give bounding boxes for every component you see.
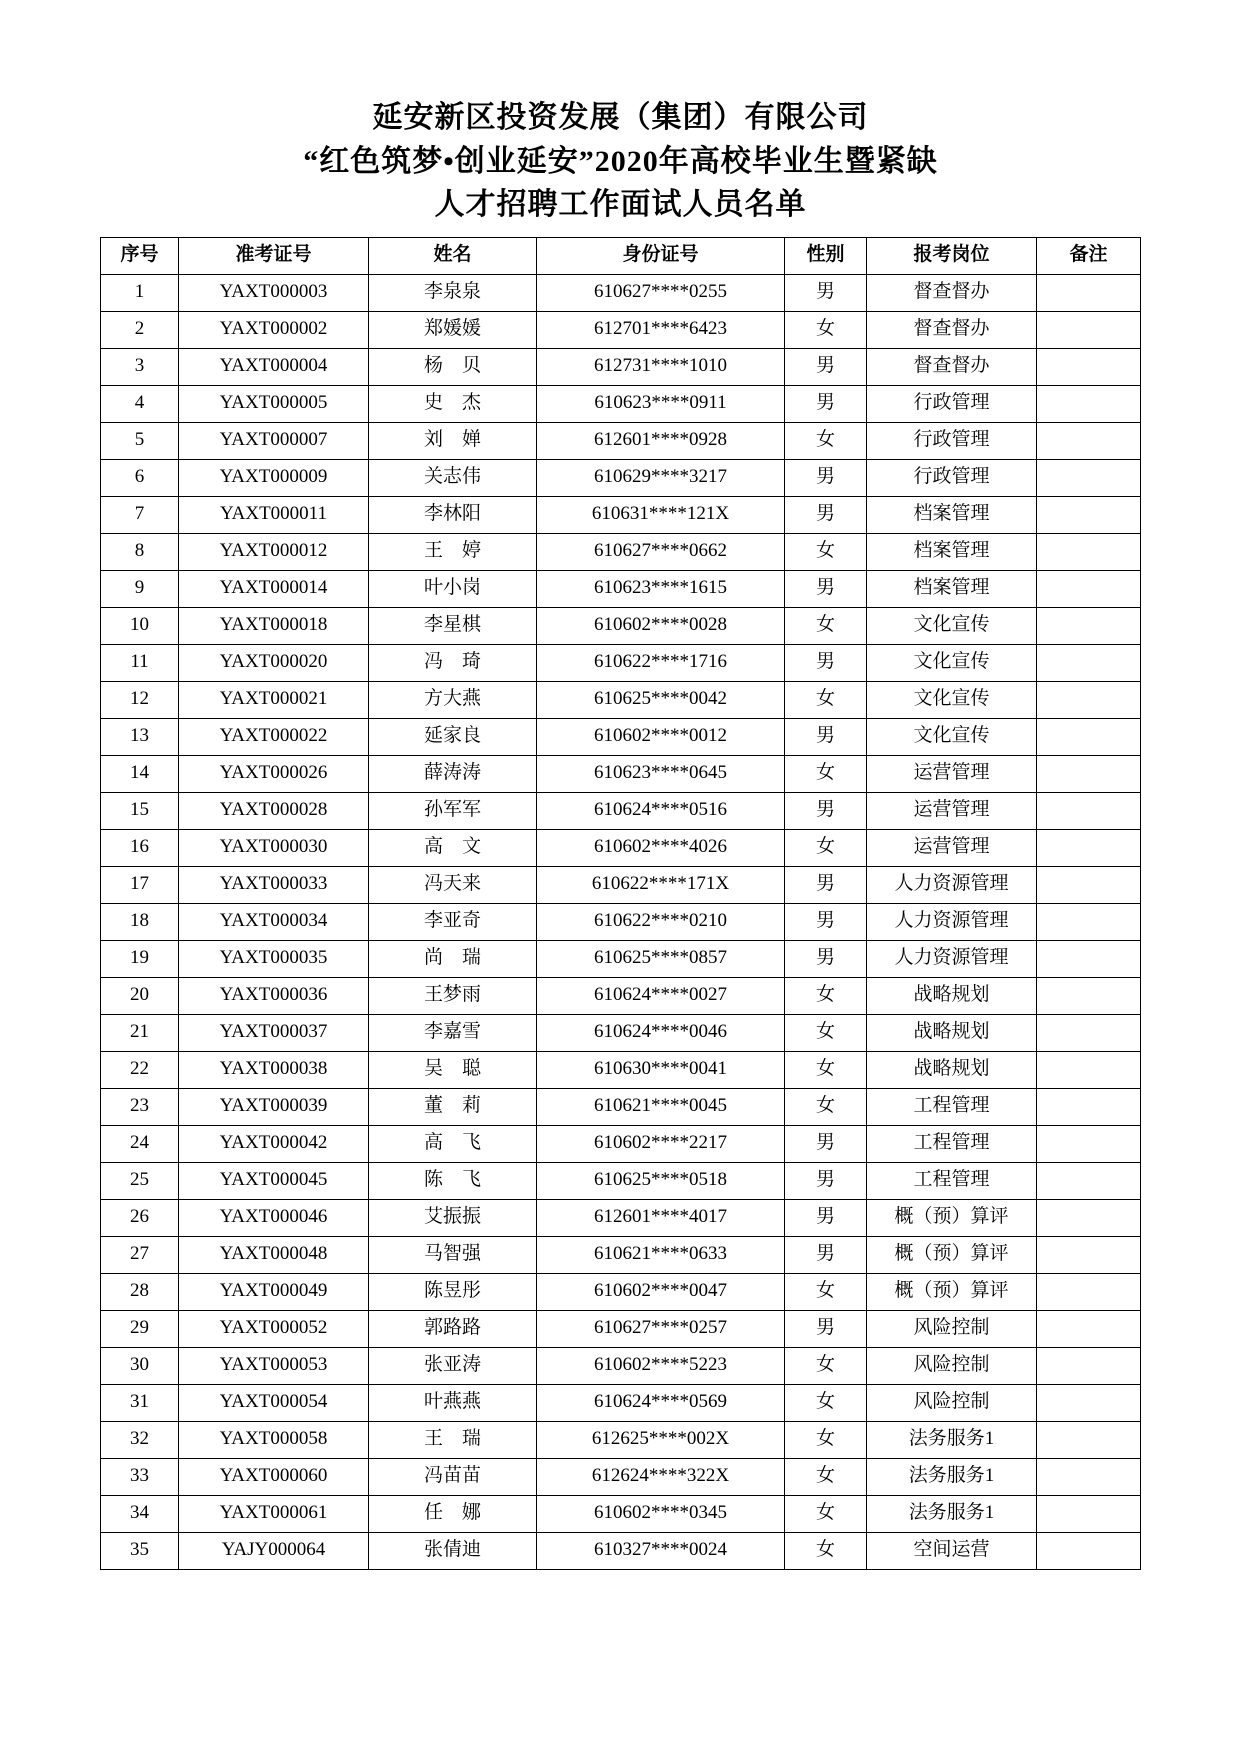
cell-name: 方大燕 bbox=[369, 681, 537, 718]
cell-name: 关志伟 bbox=[369, 459, 537, 496]
cell-ticket: YAXT000003 bbox=[179, 274, 369, 311]
cell-post: 法务服务1 bbox=[867, 1495, 1037, 1532]
cell-ticket: YAXT000011 bbox=[179, 496, 369, 533]
cell-post: 工程管理 bbox=[867, 1162, 1037, 1199]
table-body bbox=[101, 274, 1141, 1569]
cell-name: 李亚奇 bbox=[369, 903, 537, 940]
cell-id: 610622****1716 bbox=[537, 644, 785, 681]
cell-index: 21 bbox=[101, 1014, 179, 1051]
cell-remark bbox=[1037, 718, 1141, 755]
table-row bbox=[101, 1273, 1141, 1310]
cell-post: 运营管理 bbox=[867, 792, 1037, 829]
cell-ticket: YAXT000053 bbox=[179, 1347, 369, 1384]
cell-ticket: YAXT000061 bbox=[179, 1495, 369, 1532]
cell-gender: 女 bbox=[785, 1495, 867, 1532]
column-header-ticket: 准考证号 bbox=[179, 237, 369, 274]
table-row bbox=[101, 1162, 1141, 1199]
cell-index: 20 bbox=[101, 977, 179, 1014]
table-row bbox=[101, 903, 1141, 940]
cell-gender: 女 bbox=[785, 1532, 867, 1569]
cell-post: 人力资源管理 bbox=[867, 940, 1037, 977]
cell-remark bbox=[1037, 1347, 1141, 1384]
cell-remark bbox=[1037, 866, 1141, 903]
cell-index: 33 bbox=[101, 1458, 179, 1495]
cell-ticket: YAXT000014 bbox=[179, 570, 369, 607]
cell-gender: 男 bbox=[785, 940, 867, 977]
table-header-row bbox=[101, 237, 1141, 274]
cell-remark bbox=[1037, 829, 1141, 866]
cell-index: 7 bbox=[101, 496, 179, 533]
cell-remark bbox=[1037, 533, 1141, 570]
cell-index: 12 bbox=[101, 681, 179, 718]
table-row bbox=[101, 866, 1141, 903]
cell-name: 董 莉 bbox=[369, 1088, 537, 1125]
cell-remark bbox=[1037, 903, 1141, 940]
title-line-1: 延安新区投资发展（集团）有限公司 bbox=[372, 101, 869, 134]
cell-post: 行政管理 bbox=[867, 422, 1037, 459]
table-row bbox=[101, 1199, 1141, 1236]
table-row bbox=[101, 755, 1141, 792]
cell-name: 冯苗苗 bbox=[369, 1458, 537, 1495]
table-row bbox=[101, 1532, 1141, 1569]
cell-post: 文化宣传 bbox=[867, 681, 1037, 718]
document-title bbox=[100, 96, 1141, 227]
table-row bbox=[101, 533, 1141, 570]
cell-index: 11 bbox=[101, 644, 179, 681]
cell-id: 610627****0255 bbox=[537, 274, 785, 311]
cell-ticket: YAXT000048 bbox=[179, 1236, 369, 1273]
cell-gender: 男 bbox=[785, 1236, 867, 1273]
cell-ticket: YAXT000052 bbox=[179, 1310, 369, 1347]
cell-gender: 男 bbox=[785, 1199, 867, 1236]
cell-remark bbox=[1037, 1051, 1141, 1088]
cell-post: 概（预）算评 bbox=[867, 1273, 1037, 1310]
cell-post: 人力资源管理 bbox=[867, 903, 1037, 940]
cell-name: 王 婷 bbox=[369, 533, 537, 570]
cell-remark bbox=[1037, 1162, 1141, 1199]
cell-index: 13 bbox=[101, 718, 179, 755]
cell-name: 任 娜 bbox=[369, 1495, 537, 1532]
cell-index: 15 bbox=[101, 792, 179, 829]
cell-gender: 女 bbox=[785, 1347, 867, 1384]
cell-name: 王 瑞 bbox=[369, 1421, 537, 1458]
title-line-2: “红色筑梦•创业延安”2020年高校毕业生暨紧缺 bbox=[303, 144, 938, 178]
cell-gender: 女 bbox=[785, 1088, 867, 1125]
cell-ticket: YAXT000021 bbox=[179, 681, 369, 718]
column-header-name: 姓名 bbox=[369, 237, 537, 274]
cell-index: 16 bbox=[101, 829, 179, 866]
cell-ticket: YAXT000030 bbox=[179, 829, 369, 866]
cell-ticket: YAXT000060 bbox=[179, 1458, 369, 1495]
cell-remark bbox=[1037, 1421, 1141, 1458]
cell-ticket: YAXT000054 bbox=[179, 1384, 369, 1421]
cell-gender: 男 bbox=[785, 903, 867, 940]
cell-index: 4 bbox=[101, 385, 179, 422]
cell-name: 高 飞 bbox=[369, 1125, 537, 1162]
cell-name: 杨 贝 bbox=[369, 348, 537, 385]
cell-index: 28 bbox=[101, 1273, 179, 1310]
cell-id: 610623****0645 bbox=[537, 755, 785, 792]
cell-ticket: YAXT000002 bbox=[179, 311, 369, 348]
cell-remark bbox=[1037, 1458, 1141, 1495]
table-row bbox=[101, 644, 1141, 681]
cell-id: 610624****0569 bbox=[537, 1384, 785, 1421]
cell-gender: 男 bbox=[785, 866, 867, 903]
cell-post: 督查督办 bbox=[867, 274, 1037, 311]
column-header-remark: 备注 bbox=[1037, 237, 1141, 274]
cell-remark bbox=[1037, 274, 1141, 311]
table-row bbox=[101, 459, 1141, 496]
cell-index: 18 bbox=[101, 903, 179, 940]
table-row bbox=[101, 940, 1141, 977]
cell-remark bbox=[1037, 1384, 1141, 1421]
cell-ticket: YAXT000035 bbox=[179, 940, 369, 977]
cell-index: 8 bbox=[101, 533, 179, 570]
cell-post: 战略规划 bbox=[867, 977, 1037, 1014]
table-row bbox=[101, 718, 1141, 755]
cell-id: 610602****5223 bbox=[537, 1347, 785, 1384]
title-line-3: 人才招聘工作面试人员名单 bbox=[434, 188, 807, 221]
cell-index: 25 bbox=[101, 1162, 179, 1199]
cell-gender: 女 bbox=[785, 533, 867, 570]
cell-ticket: YAXT000007 bbox=[179, 422, 369, 459]
cell-post: 战略规划 bbox=[867, 1051, 1037, 1088]
cell-gender: 男 bbox=[785, 274, 867, 311]
cell-post: 行政管理 bbox=[867, 385, 1037, 422]
cell-name: 冯 琦 bbox=[369, 644, 537, 681]
cell-ticket: YAXT000046 bbox=[179, 1199, 369, 1236]
cell-remark bbox=[1037, 681, 1141, 718]
cell-id: 610602****4026 bbox=[537, 829, 785, 866]
cell-gender: 女 bbox=[785, 422, 867, 459]
cell-index: 23 bbox=[101, 1088, 179, 1125]
cell-name: 史 杰 bbox=[369, 385, 537, 422]
column-header-id: 身份证号 bbox=[537, 237, 785, 274]
cell-name: 尚 瑞 bbox=[369, 940, 537, 977]
cell-id: 612601****0928 bbox=[537, 422, 785, 459]
cell-id: 612731****1010 bbox=[537, 348, 785, 385]
cell-id: 612601****4017 bbox=[537, 1199, 785, 1236]
cell-ticket: YAXT000005 bbox=[179, 385, 369, 422]
cell-gender: 女 bbox=[785, 1051, 867, 1088]
cell-index: 9 bbox=[101, 570, 179, 607]
cell-ticket: YAXT000058 bbox=[179, 1421, 369, 1458]
cell-id: 610621****0633 bbox=[537, 1236, 785, 1273]
cell-id: 610627****0662 bbox=[537, 533, 785, 570]
cell-post: 人力资源管理 bbox=[867, 866, 1037, 903]
cell-gender: 男 bbox=[785, 718, 867, 755]
cell-gender: 男 bbox=[785, 459, 867, 496]
cell-remark bbox=[1037, 792, 1141, 829]
cell-post: 风险控制 bbox=[867, 1347, 1037, 1384]
cell-post: 法务服务1 bbox=[867, 1458, 1037, 1495]
cell-ticket: YAXT000033 bbox=[179, 866, 369, 903]
cell-ticket: YAXT000012 bbox=[179, 533, 369, 570]
cell-id: 610602****2217 bbox=[537, 1125, 785, 1162]
cell-id: 610621****0045 bbox=[537, 1088, 785, 1125]
column-header-gender: 性别 bbox=[785, 237, 867, 274]
cell-id: 610622****0210 bbox=[537, 903, 785, 940]
cell-remark bbox=[1037, 977, 1141, 1014]
cell-ticket: YAXT000004 bbox=[179, 348, 369, 385]
cell-ticket: YAXT000009 bbox=[179, 459, 369, 496]
cell-index: 10 bbox=[101, 607, 179, 644]
table-row bbox=[101, 1384, 1141, 1421]
cell-gender: 女 bbox=[785, 311, 867, 348]
cell-remark bbox=[1037, 644, 1141, 681]
table-row bbox=[101, 1014, 1141, 1051]
cell-ticket: YAXT000026 bbox=[179, 755, 369, 792]
cell-ticket: YAXT000018 bbox=[179, 607, 369, 644]
cell-name: 冯天来 bbox=[369, 866, 537, 903]
cell-name: 郑媛媛 bbox=[369, 311, 537, 348]
cell-name: 李嘉雪 bbox=[369, 1014, 537, 1051]
cell-name: 王梦雨 bbox=[369, 977, 537, 1014]
cell-gender: 男 bbox=[785, 570, 867, 607]
table-row bbox=[101, 1236, 1141, 1273]
cell-post: 文化宣传 bbox=[867, 607, 1037, 644]
interview-roster-table bbox=[100, 237, 1141, 1570]
cell-gender: 女 bbox=[785, 977, 867, 1014]
cell-remark bbox=[1037, 940, 1141, 977]
cell-index: 30 bbox=[101, 1347, 179, 1384]
cell-ticket: YAXT000045 bbox=[179, 1162, 369, 1199]
cell-index: 31 bbox=[101, 1384, 179, 1421]
cell-gender: 男 bbox=[785, 348, 867, 385]
cell-post: 运营管理 bbox=[867, 829, 1037, 866]
cell-id: 610625****0042 bbox=[537, 681, 785, 718]
cell-name: 叶燕燕 bbox=[369, 1384, 537, 1421]
cell-gender: 女 bbox=[785, 1273, 867, 1310]
cell-gender: 男 bbox=[785, 792, 867, 829]
cell-name: 李林阳 bbox=[369, 496, 537, 533]
cell-name: 孙军军 bbox=[369, 792, 537, 829]
cell-index: 17 bbox=[101, 866, 179, 903]
cell-id: 610624****0046 bbox=[537, 1014, 785, 1051]
cell-name: 马智强 bbox=[369, 1236, 537, 1273]
cell-id: 610624****0027 bbox=[537, 977, 785, 1014]
cell-id: 610625****0857 bbox=[537, 940, 785, 977]
cell-remark bbox=[1037, 311, 1141, 348]
cell-index: 35 bbox=[101, 1532, 179, 1569]
cell-id: 610602****0028 bbox=[537, 607, 785, 644]
cell-index: 24 bbox=[101, 1125, 179, 1162]
cell-name: 李星棋 bbox=[369, 607, 537, 644]
cell-ticket: YAXT000028 bbox=[179, 792, 369, 829]
cell-remark bbox=[1037, 1125, 1141, 1162]
table-row bbox=[101, 1051, 1141, 1088]
cell-id: 610624****0516 bbox=[537, 792, 785, 829]
cell-name: 陈昱彤 bbox=[369, 1273, 537, 1310]
cell-remark bbox=[1037, 1199, 1141, 1236]
cell-remark bbox=[1037, 755, 1141, 792]
table-row bbox=[101, 1421, 1141, 1458]
cell-remark bbox=[1037, 1236, 1141, 1273]
cell-remark bbox=[1037, 385, 1141, 422]
cell-index: 1 bbox=[101, 274, 179, 311]
table-row bbox=[101, 1088, 1141, 1125]
cell-id: 610623****0911 bbox=[537, 385, 785, 422]
cell-index: 3 bbox=[101, 348, 179, 385]
cell-remark bbox=[1037, 607, 1141, 644]
cell-id: 610602****0012 bbox=[537, 718, 785, 755]
cell-name: 薛涛涛 bbox=[369, 755, 537, 792]
cell-ticket: YAXT000042 bbox=[179, 1125, 369, 1162]
cell-name: 李泉泉 bbox=[369, 274, 537, 311]
cell-name: 高 文 bbox=[369, 829, 537, 866]
cell-index: 27 bbox=[101, 1236, 179, 1273]
cell-index: 29 bbox=[101, 1310, 179, 1347]
cell-name: 叶小岗 bbox=[369, 570, 537, 607]
cell-id: 612625****002X bbox=[537, 1421, 785, 1458]
table-row bbox=[101, 348, 1141, 385]
cell-gender: 女 bbox=[785, 607, 867, 644]
cell-index: 22 bbox=[101, 1051, 179, 1088]
cell-post: 行政管理 bbox=[867, 459, 1037, 496]
cell-remark bbox=[1037, 459, 1141, 496]
cell-ticket: YAXT000036 bbox=[179, 977, 369, 1014]
table-row bbox=[101, 311, 1141, 348]
cell-gender: 女 bbox=[785, 681, 867, 718]
cell-remark bbox=[1037, 496, 1141, 533]
table-row bbox=[101, 1310, 1141, 1347]
cell-ticket: YAXT000037 bbox=[179, 1014, 369, 1051]
cell-post: 概（预）算评 bbox=[867, 1199, 1037, 1236]
table-row bbox=[101, 829, 1141, 866]
table-row bbox=[101, 570, 1141, 607]
table-row bbox=[101, 792, 1141, 829]
cell-post: 文化宣传 bbox=[867, 644, 1037, 681]
column-header-post: 报考岗位 bbox=[867, 237, 1037, 274]
table-row bbox=[101, 385, 1141, 422]
cell-id: 610625****0518 bbox=[537, 1162, 785, 1199]
table-row bbox=[101, 1125, 1141, 1162]
cell-remark bbox=[1037, 1495, 1141, 1532]
cell-post: 战略规划 bbox=[867, 1014, 1037, 1051]
cell-post: 工程管理 bbox=[867, 1125, 1037, 1162]
column-header-index: 序号 bbox=[101, 237, 179, 274]
cell-id: 610631****121X bbox=[537, 496, 785, 533]
cell-name: 张倩迪 bbox=[369, 1532, 537, 1569]
cell-ticket: YAXT000022 bbox=[179, 718, 369, 755]
cell-id: 610622****171X bbox=[537, 866, 785, 903]
cell-id: 610602****0047 bbox=[537, 1273, 785, 1310]
cell-post: 空间运营 bbox=[867, 1532, 1037, 1569]
cell-post: 档案管理 bbox=[867, 570, 1037, 607]
cell-gender: 女 bbox=[785, 829, 867, 866]
cell-remark bbox=[1037, 422, 1141, 459]
cell-index: 5 bbox=[101, 422, 179, 459]
cell-gender: 女 bbox=[785, 1384, 867, 1421]
table-row bbox=[101, 977, 1141, 1014]
cell-ticket: YAJY000064 bbox=[179, 1532, 369, 1569]
cell-post: 风险控制 bbox=[867, 1384, 1037, 1421]
cell-post: 文化宣传 bbox=[867, 718, 1037, 755]
table-row bbox=[101, 1495, 1141, 1532]
cell-remark bbox=[1037, 1088, 1141, 1125]
table-row bbox=[101, 607, 1141, 644]
cell-remark bbox=[1037, 1310, 1141, 1347]
cell-index: 19 bbox=[101, 940, 179, 977]
cell-index: 26 bbox=[101, 1199, 179, 1236]
cell-gender: 女 bbox=[785, 1458, 867, 1495]
cell-ticket: YAXT000049 bbox=[179, 1273, 369, 1310]
cell-ticket: YAXT000039 bbox=[179, 1088, 369, 1125]
cell-remark bbox=[1037, 570, 1141, 607]
cell-post: 概（预）算评 bbox=[867, 1236, 1037, 1273]
cell-id: 610623****1615 bbox=[537, 570, 785, 607]
cell-name: 艾振振 bbox=[369, 1199, 537, 1236]
cell-index: 34 bbox=[101, 1495, 179, 1532]
table-row bbox=[101, 422, 1141, 459]
cell-ticket: YAXT000038 bbox=[179, 1051, 369, 1088]
cell-id: 610327****0024 bbox=[537, 1532, 785, 1569]
cell-remark bbox=[1037, 1273, 1141, 1310]
cell-gender: 男 bbox=[785, 496, 867, 533]
cell-remark bbox=[1037, 1532, 1141, 1569]
cell-name: 郭路路 bbox=[369, 1310, 537, 1347]
cell-post: 督查督办 bbox=[867, 348, 1037, 385]
cell-gender: 男 bbox=[785, 1125, 867, 1162]
cell-id: 610630****0041 bbox=[537, 1051, 785, 1088]
table-row bbox=[101, 1458, 1141, 1495]
cell-remark bbox=[1037, 348, 1141, 385]
cell-name: 吴 聪 bbox=[369, 1051, 537, 1088]
cell-post: 档案管理 bbox=[867, 496, 1037, 533]
cell-id: 610627****0257 bbox=[537, 1310, 785, 1347]
cell-index: 14 bbox=[101, 755, 179, 792]
cell-post: 风险控制 bbox=[867, 1310, 1037, 1347]
table-row bbox=[101, 681, 1141, 718]
cell-post: 督查督办 bbox=[867, 311, 1037, 348]
cell-name: 刘 婵 bbox=[369, 422, 537, 459]
cell-id: 612624****322X bbox=[537, 1458, 785, 1495]
cell-post: 运营管理 bbox=[867, 755, 1037, 792]
cell-id: 610629****3217 bbox=[537, 459, 785, 496]
cell-id: 612701****6423 bbox=[537, 311, 785, 348]
cell-name: 延家良 bbox=[369, 718, 537, 755]
cell-name: 张亚涛 bbox=[369, 1347, 537, 1384]
cell-post: 工程管理 bbox=[867, 1088, 1037, 1125]
cell-gender: 男 bbox=[785, 385, 867, 422]
cell-gender: 女 bbox=[785, 1014, 867, 1051]
cell-gender: 女 bbox=[785, 755, 867, 792]
table-row bbox=[101, 274, 1141, 311]
cell-index: 32 bbox=[101, 1421, 179, 1458]
table-row bbox=[101, 496, 1141, 533]
cell-post: 档案管理 bbox=[867, 533, 1037, 570]
cell-ticket: YAXT000020 bbox=[179, 644, 369, 681]
cell-name: 陈 飞 bbox=[369, 1162, 537, 1199]
cell-ticket: YAXT000034 bbox=[179, 903, 369, 940]
cell-gender: 男 bbox=[785, 644, 867, 681]
cell-remark bbox=[1037, 1014, 1141, 1051]
cell-index: 2 bbox=[101, 311, 179, 348]
cell-id: 610602****0345 bbox=[537, 1495, 785, 1532]
cell-gender: 男 bbox=[785, 1162, 867, 1199]
cell-gender: 女 bbox=[785, 1421, 867, 1458]
cell-post: 法务服务1 bbox=[867, 1421, 1037, 1458]
cell-gender: 男 bbox=[785, 1310, 867, 1347]
table-row bbox=[101, 1347, 1141, 1384]
cell-index: 6 bbox=[101, 459, 179, 496]
